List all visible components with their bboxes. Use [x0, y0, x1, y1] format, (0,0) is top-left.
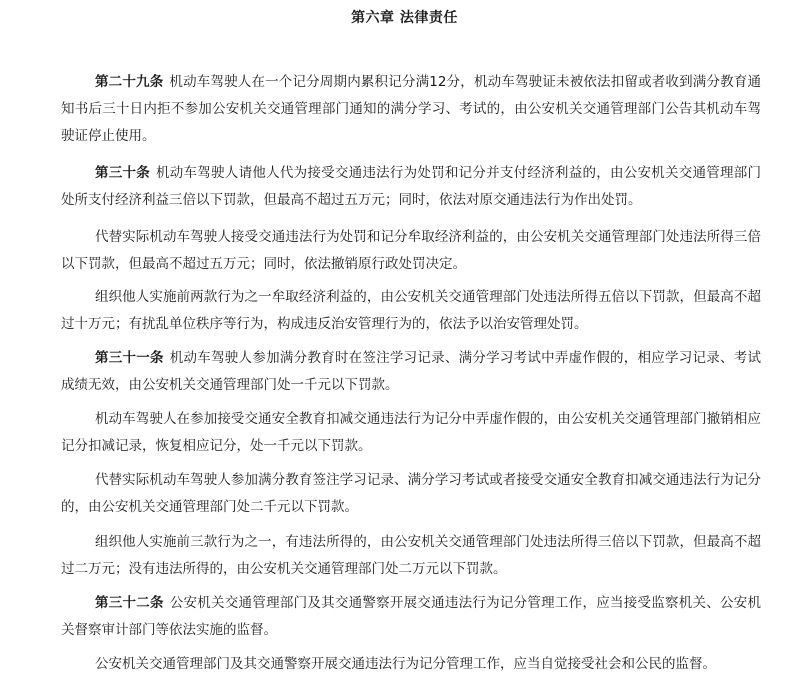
paragraph-text: 机动车驾驶人在一个记分周期内累积记分满12分，机动车驾驶证未被依法扣留或者收到满分教育通知书后三十日内拒不参加公安机关交通管理部门通知的满分学习、考试的，由公安机关交通管理部门公告其机动车驾驶证停止使用。	[61, 74, 761, 144]
paragraph-article-31-clause-4	[61, 529, 761, 583]
paragraph-article-32-clause-2	[61, 651, 761, 678]
paragraph-text: 组织他人实施前两款行为之一牟取经济利益的，由公安机关交通管理部门处违法所得五倍以下罚款，但最高不超过十万元；有扰乱单位秩序等行为，构成违反治安管理行为的，依法予以治安管理处罚。	[61, 289, 761, 332]
paragraph-text: 机动车驾驶人参加满分教育时在签注学习记录、满分学习考试中弄虚作假的，相应学习记录、考试成绩无效，由公安机关交通管理部门处一千元以下罚款。	[61, 350, 762, 393]
chapter-title: 第六章 法律责任	[351, 10, 458, 26]
paragraph-article-30-clause-3	[61, 284, 761, 338]
article-number: 第三十二条	[95, 595, 164, 611]
paragraph-text: 公安机关交通管理部门及其交通警察开展交通违法行为记分管理工作，应当自觉接受社会和公民的监督。	[95, 656, 716, 672]
paragraph-text: 组织他人实施前三款行为之一，有违法所得的，由公安机关交通管理部门处违法所得三倍以下罚款，但最高不超过二万元；没有违法所得的，由公安机关交通管理部门处二万元以下罚款。	[61, 534, 761, 577]
paragraph-article-31-clause-2	[61, 406, 761, 460]
paragraph-text: 代替实际机动车驾驶人参加满分教育签注学习记录、满分学习考试或者接受交通安全教育扣减交通违法行为记分的，由公安机关交通管理部门处二千元以下罚款。	[61, 472, 761, 515]
paragraph-article-29	[61, 69, 761, 150]
article-number: 第三十条	[95, 165, 151, 181]
paragraph-text: 机动车驾驶人请他人代为接受交通违法行为处罚和记分并支付经济利益的，由公安机关交通管理部门处所支付经济利益三倍以下罚款，但最高不超过五万元；同时，依法对原交通违法行为作出处罚。	[61, 165, 762, 208]
paragraph-text: 代替实际机动车驾驶人接受交通违法行为处罚和记分牟取经济利益的，由公安机关交通管理部门处违法所得三倍以下罚款，但最高不超过五万元；同时，依法撤销原行政处罚决定。	[61, 229, 761, 272]
paragraph-text: 机动车驾驶人在参加接受交通安全教育扣减交通违法行为记分中弄虚作假的，由公安机关交通管理部门撤销相应记分扣减记录，恢复相应记分，处一千元以下罚款。	[61, 411, 761, 454]
paragraph-article-30-clause-2	[61, 224, 761, 278]
paragraph-article-32	[61, 590, 761, 644]
paragraph-article-30	[61, 160, 761, 214]
paragraph-article-31-clause-3	[61, 467, 761, 521]
article-number: 第三十一条	[95, 350, 164, 366]
article-number: 第二十九条	[95, 74, 164, 90]
paragraph-text: 公安机关交通管理部门及其交通警察开展交通违法行为记分管理工作，应当接受监察机关、公安机关督察审计部门等依法实施的监督。	[61, 595, 762, 638]
paragraph-article-31	[61, 345, 761, 399]
